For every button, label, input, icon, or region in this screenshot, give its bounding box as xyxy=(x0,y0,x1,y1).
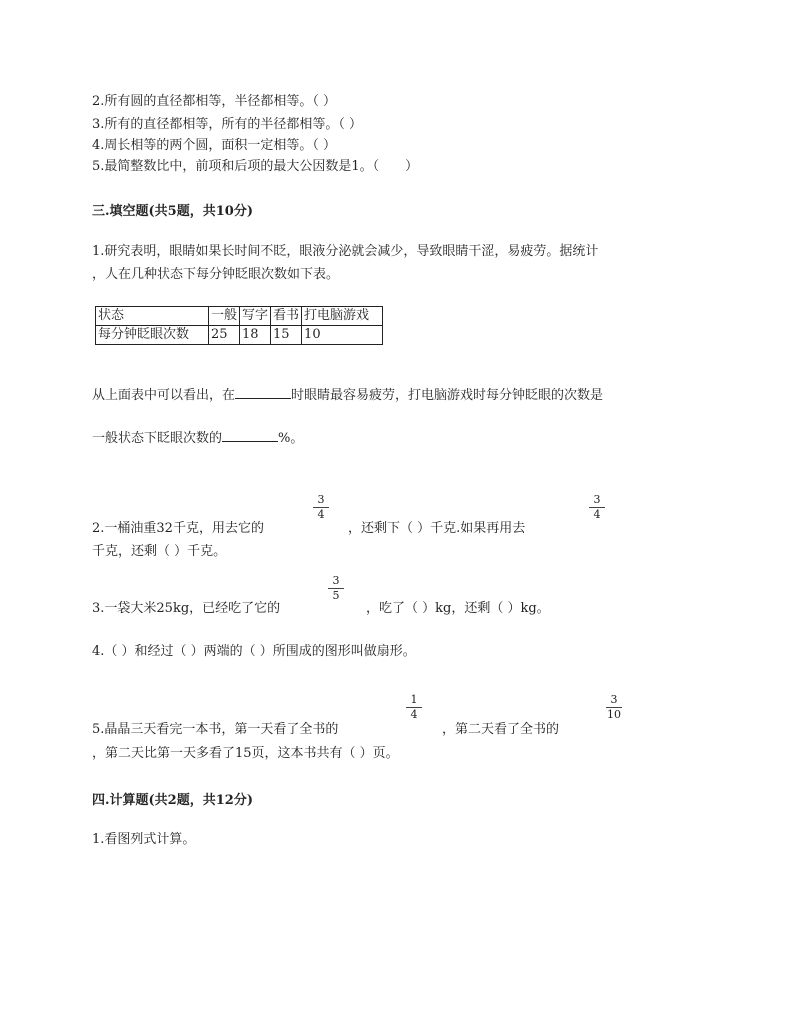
q1-line1: 1.研究表明，眼睛如果长时间不眨，眼液分泌就会减少，导致眼睛干涩，易疲劳。据统计 xyxy=(92,244,599,259)
section-title-fill-blank: 三.填空题(共5题，共10分) xyxy=(92,204,253,219)
judge-item-3: 3.所有的直径都相等，所有的半径都相等。（ ） xyxy=(92,117,363,132)
q5-line1-part1: 5.晶晶三天看完一本书，第一天看了全书的 xyxy=(92,722,339,737)
q2-line2: 千克，还剩（ ）千克。 xyxy=(92,544,227,559)
table-cell: 25 xyxy=(209,326,240,345)
q3-part1: 3.一袋大米25kg，已经吃了它的 xyxy=(92,601,281,616)
q5-line2: ，第二天比第一天多看了15页，这本书共有（ ）页。 xyxy=(92,746,399,761)
fraction-numerator: 3 xyxy=(610,693,618,706)
section-title-calculation: 四.计算题(共2题，共12分) xyxy=(92,793,253,808)
fraction-denominator: 5 xyxy=(332,589,340,602)
calc-q1: 1.看图列式计算。 xyxy=(92,832,196,847)
fraction-denominator: 10 xyxy=(607,708,621,721)
q3-part2: ，吃了（ ）kg，还剩（ ）kg。 xyxy=(366,601,550,616)
fraction-numerator: 3 xyxy=(332,574,340,587)
q2-line1-part2: ，还剩下（ ）千克.如果再用去 xyxy=(348,521,526,536)
fraction-numerator: 3 xyxy=(593,493,601,506)
fraction-numerator: 3 xyxy=(317,493,325,506)
table-header-cell: 看书 xyxy=(271,307,302,326)
q1-fill-line2 xyxy=(92,429,303,448)
table-cell: 10 xyxy=(302,326,383,345)
table-header-cell: 状态 xyxy=(96,307,209,326)
q5-fraction-2 xyxy=(604,694,624,721)
judge-item-4: 4.周长相等的两个圆，面积一定相等。（ ） xyxy=(92,138,337,153)
q5-line1-part2: ，第二天看了全书的 xyxy=(442,722,560,737)
q1-fill1-after: 时眼睛最容易疲劳，打电脑游戏时每分钟眨眼的次数是 xyxy=(291,388,604,403)
q1-fill-line1 xyxy=(92,386,603,405)
q1-blank-1 xyxy=(235,386,291,399)
judge-item-5: 5.最简整数比中，前项和后项的最大公因数是1。（ ） xyxy=(92,159,419,174)
q2-fraction-2 xyxy=(587,494,607,521)
q1-line2: ，人在几种状态下每分钟眨眼次数如下表。 xyxy=(92,267,340,282)
q4-text: 4.（ ）和经过（ ）两端的（ ）所围成的图形叫做扇形。 xyxy=(92,644,416,659)
blink-table xyxy=(95,306,383,345)
q1-fill2-before: 一般状态下眨眼次数的 xyxy=(92,431,223,446)
table-header-cell: 打电脑游戏 xyxy=(302,307,383,326)
q2-fraction-1 xyxy=(311,494,331,521)
q1-blank-2 xyxy=(222,429,278,442)
q1-fill2-after: %。 xyxy=(278,431,304,446)
table-row xyxy=(96,326,383,345)
judge-item-2: 2.所有圆的直径都相等，半径都相等。（ ） xyxy=(92,94,337,109)
fraction-denominator: 4 xyxy=(410,708,418,721)
fraction-denominator: 4 xyxy=(593,508,601,521)
q1-fill1-before: 从上面表中可以看出，在 xyxy=(92,388,236,403)
q5-fraction-1 xyxy=(404,694,424,721)
q2-line1-part1: 2.一桶油重32千克，用去它的 xyxy=(92,521,264,536)
table-row xyxy=(96,307,383,326)
table-header-cell: 写字 xyxy=(240,307,271,326)
table-cell: 15 xyxy=(271,326,302,345)
fraction-denominator: 4 xyxy=(317,508,325,521)
q3-fraction xyxy=(326,575,346,602)
fraction-numerator: 1 xyxy=(410,693,418,706)
table-header-cell: 一般 xyxy=(209,307,240,326)
table-cell: 每分钟眨眼次数 xyxy=(96,326,209,345)
table-cell: 18 xyxy=(240,326,271,345)
